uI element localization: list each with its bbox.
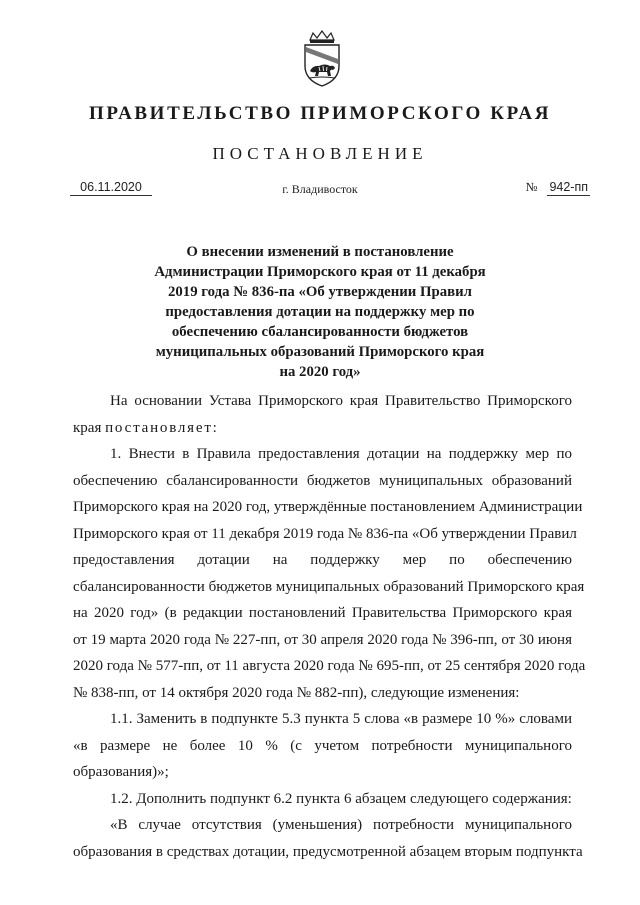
document-city: г. Владивосток <box>282 182 358 196</box>
heading-line: О внесении изменений в постановление <box>186 244 454 260</box>
paragraph-1-line: на 2020 год» (в редакции постановлений Правительства Приморского края <box>73 605 572 621</box>
heading-line: Администрации Приморского края от 11 декабря <box>154 264 486 280</box>
paragraph-1-line: предоставления дотации на поддержку мер по обеспечению <box>73 552 572 568</box>
document-number <box>526 180 591 195</box>
paragraph-1-line: № 838-пп, от 14 октября 2020 года № 882-пп), следующие изменения: <box>73 684 520 701</box>
document-type: ПОСТАНОВЛЕНИЕ <box>212 144 428 163</box>
preamble-keyword: постановляет: <box>105 419 219 436</box>
paragraph-1-line: Приморского края на 2020 год, утверждённые постановлением Администрации <box>73 499 583 515</box>
document-heading <box>140 242 500 382</box>
document-number-value: 942-пп <box>549 180 588 194</box>
preamble-line: На основании Устава Приморского края Правительство Приморского <box>110 393 572 409</box>
coat-of-arms-emblem <box>300 30 344 88</box>
preamble-text: края <box>73 419 106 436</box>
paragraph-1-1-line: «в размере не более 10 % (с учетом потребности муниципального <box>73 737 572 754</box>
heading-line: 2019 года № 836-па «Об утверждении Правил <box>168 284 472 300</box>
heading-line: предоставления дотации на поддержку мер по <box>165 304 475 320</box>
paragraph-1-line: обеспечению сбалансированности бюджетов муниципальных образований <box>73 472 572 489</box>
paragraph-1-1-line: образования)»; <box>73 764 169 780</box>
document-body <box>73 388 586 865</box>
preamble-line <box>73 415 572 442</box>
paragraph-1-1-line: 1.1. Заменить в подпункте 5.3 пункта 5 слова «в размере 10 %» словами <box>110 711 572 727</box>
paragraph-1-line: от 19 марта 2020 года № 227-пп, от 30 апреля 2020 года № 396-пп, от 30 июня <box>73 631 572 648</box>
document-meta-row <box>0 178 640 202</box>
quote-line: образования в средствах дотации, предусмотренной абзацем вторым подпункта <box>73 843 583 860</box>
number-sign: № <box>525 180 538 194</box>
paragraph-1-line: 2020 года № 577-пп, от 11 августа 2020 года № 695-пп, от 25 сентября 2020 года <box>73 658 586 674</box>
paragraph-1-2-line: 1.2. Дополнить подпункт 6.2 пункта 6 абзацем следующего содержания: <box>110 790 572 807</box>
government-title: ПРАВИТЕЛЬСТВО ПРИМОРСКОГО КРАЯ <box>88 103 552 124</box>
heading-line: муниципальных образований Приморского края <box>155 344 485 360</box>
paragraph-1-line: 1. Внести в Правила предоставления дотации на поддержку мер по <box>110 446 572 462</box>
heading-line: на 2020 год» <box>279 364 361 380</box>
heading-line: обеспечению сбалансированности бюджетов <box>171 324 469 340</box>
document-date-value: 06.11.2020 <box>70 178 152 196</box>
quote-line: «В случае отсутствия (уменьшения) потребности муниципального <box>110 817 572 833</box>
paragraph-1-line: сбалансированности бюджетов муниципальных образований Приморского края <box>73 578 585 595</box>
paragraph-1-line: Приморского края от 11 декабря 2019 года № 836-па «Об утверждении Правил <box>73 525 577 542</box>
